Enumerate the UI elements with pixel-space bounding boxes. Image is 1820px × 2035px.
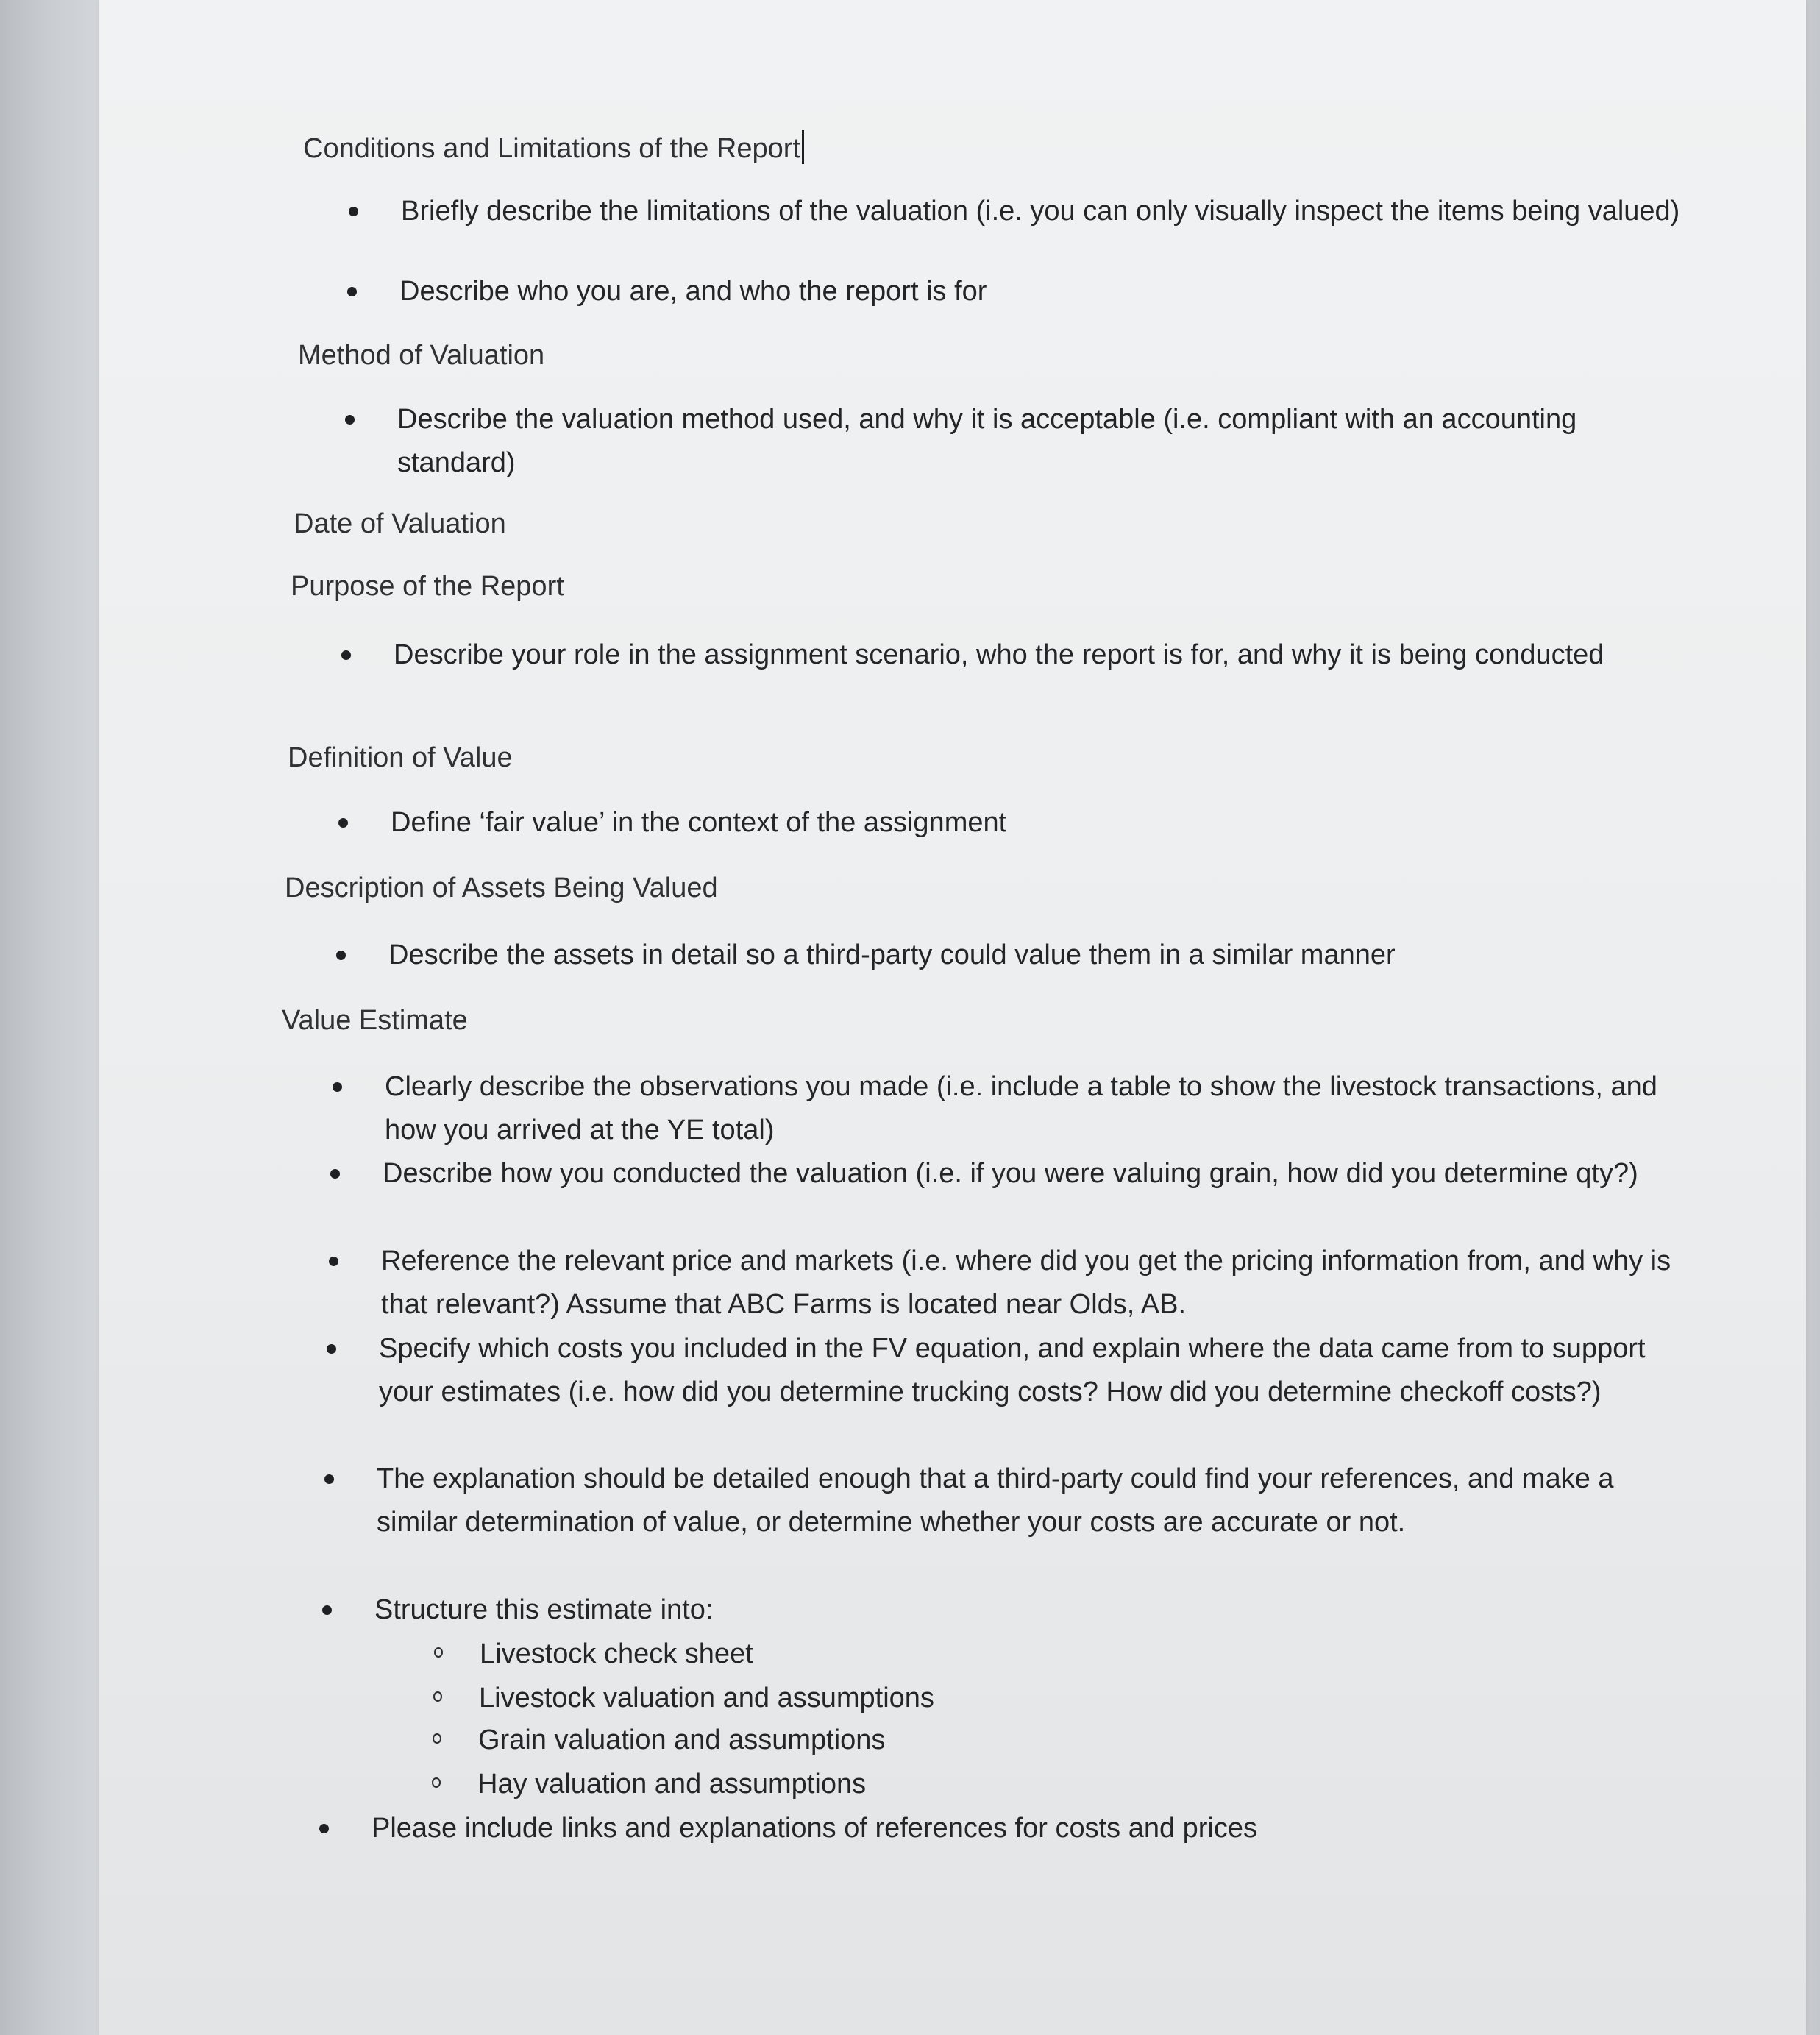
list-item[interactable]: Reference the relevant price and markets (i.e. where did you get the pricing information from, and why is that relevant?) Assume that ABC Farms is located near Olds, AB. [381,1240,1676,1327]
bullet-icon [319,1824,329,1833]
bullet-icon [330,1169,340,1179]
bullet-icon [322,1605,332,1615]
bullet-icon [329,1257,338,1266]
list-item[interactable]: Briefly describe the limitations of the valuation (i.e. you can only visually inspect the items being valued) [401,190,1710,233]
hollow-bullet-icon [434,1647,443,1658]
heading-purpose-of-report[interactable]: Purpose of the Report [291,571,564,602]
list-item[interactable]: Please include links and explanations of references for costs and prices [372,1807,1696,1850]
sub-list-item[interactable]: Grain valuation and assumptions [478,1719,885,1762]
hollow-bullet-icon [433,1691,442,1702]
heading-definition-of-value[interactable]: Definition of Value [288,742,513,773]
hollow-bullet-icon [433,1733,441,1744]
document-page[interactable] [99,0,1806,2035]
bullet-icon [345,415,355,425]
bullet-icon [338,818,348,828]
list-item[interactable]: Structure this estimate into: [374,1588,1699,1632]
bullet-icon [336,951,346,960]
heading-method-of-valuation[interactable]: Method of Valuation [298,340,545,371]
sub-list-item[interactable]: Livestock valuation and assumptions [479,1677,934,1720]
list-item[interactable]: Specify which costs you included in the FV equation, and explain where the data came from to support your estimates (i.e. how did you determine trucking costs? How did you determine checkoff costs?) [379,1327,1703,1414]
list-item[interactable]: Define ‘fair value’ in the context of the assignment [391,801,1641,845]
bullet-icon [349,207,358,216]
heading-description-of-assets[interactable]: Description of Assets Being Valued [285,873,718,903]
hollow-bullet-icon [432,1777,441,1788]
sub-list-item[interactable]: Hay valuation and assumptions [477,1763,866,1806]
list-item[interactable]: The explanation should be detailed enough that a third-party could find your references, and make a similar determination of value, or determine whether your costs are accurate or not. [377,1457,1701,1544]
heading-date-of-valuation[interactable]: Date of Valuation [294,508,506,539]
bullet-icon [327,1344,336,1354]
list-item[interactable]: Describe your role in the assignment scenario, who the report is for, and why it is being conducted [394,633,1674,677]
heading-value-estimate[interactable]: Value Estimate [282,1005,468,1036]
list-item[interactable]: Clearly describe the observations you made (i.e. include a table to show the livestock transactions, and how you arrived at the YE total) [385,1065,1657,1152]
bullet-icon [341,650,351,660]
document-body[interactable] [99,0,1806,2035]
bullet-icon [333,1082,342,1092]
list-item[interactable]: Describe the assets in detail so a third-party could value them in a similar manner [388,934,1713,977]
list-item[interactable]: Describe the valuation method used, and why it is acceptable (i.e. compliant with an accounting standard) [397,398,1663,485]
list-item[interactable]: Describe who you are, and who the report is for [399,270,1709,313]
list-item[interactable]: Describe how you conducted the valuation (i.e. if you were valuing grain, how did you determine qty?) [383,1152,1655,1196]
text-cursor [802,130,804,164]
sub-list-item[interactable]: Livestock check sheet [480,1633,753,1676]
bullet-icon [347,287,357,296]
bullet-icon [324,1474,334,1484]
heading-conditions-limitations[interactable]: Conditions and Limitations of the Report [303,130,804,167]
